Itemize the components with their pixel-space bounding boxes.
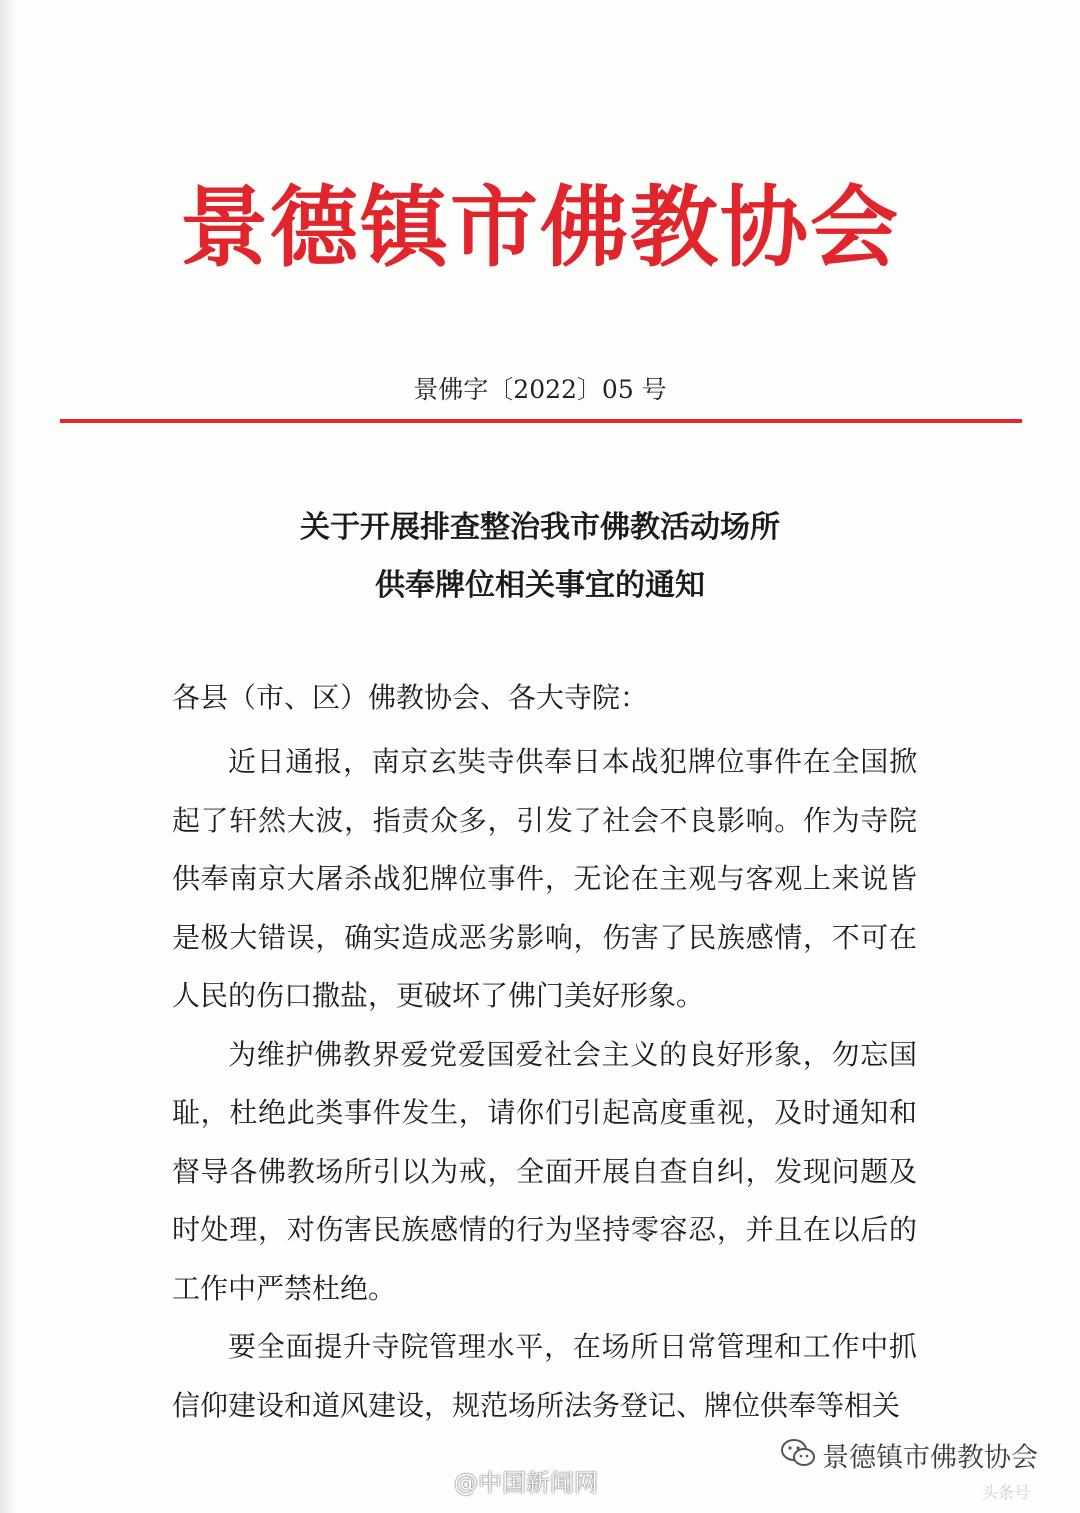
paragraph-1: 近日通报，南京玄奘寺供奉日本战犯牌位事件在全国掀起了轩然大波，指责众多，引发了社会不良影响。作为寺院供奉南京大屠杀战犯牌位事件，无论在主观与客观上来说皆是极大错误，确实造成恶劣影响，伤害了民族感情，不可在人民的伤口撒盐，更破坏了佛门美好形象。	[172, 745, 917, 1012]
wechat-account-watermark	[780, 1438, 1038, 1480]
paragraph-2: 为维护佛教界爱党爱国爱社会主义的良好形象，勿忘国耻，杜绝此类事件发生，请你们引起高度重视，及时通知和督导各佛教场所引以为戒，全面开展自查自纠，发现问题及时处理，对伤害民族感情的行为坚持零容忍，并且在以后的工作中严禁杜绝。	[172, 1037, 917, 1305]
paragraph-3: 要全面提升寺院管理水平，在场所日常管理和工作中抓信仰建设和道风建设，规范场所法务登记、牌位供奉等相关	[172, 1330, 917, 1422]
wechat-icon	[780, 1438, 816, 1480]
salutation: 各县（市、区）佛教协会、各大寺院：	[172, 681, 649, 714]
corner-watermark: 头条号	[982, 1483, 1031, 1502]
issuing-organization: 景德镇市佛教协会	[179, 176, 900, 279]
wechat-account-name: 景德镇市佛教协会	[822, 1442, 1038, 1474]
document-number: 景佛字〔2022〕05 号	[413, 375, 667, 404]
red-divider-line	[60, 419, 1022, 423]
weibo-source-watermark: @中国新闻网	[454, 1469, 598, 1497]
notice-title-line-1: 关于开展排查整治我市佛教活动场所	[300, 510, 780, 545]
notice-body	[172, 733, 917, 1435]
notice-title-line-2: 供奉牌位相关事宜的通知	[375, 568, 705, 603]
